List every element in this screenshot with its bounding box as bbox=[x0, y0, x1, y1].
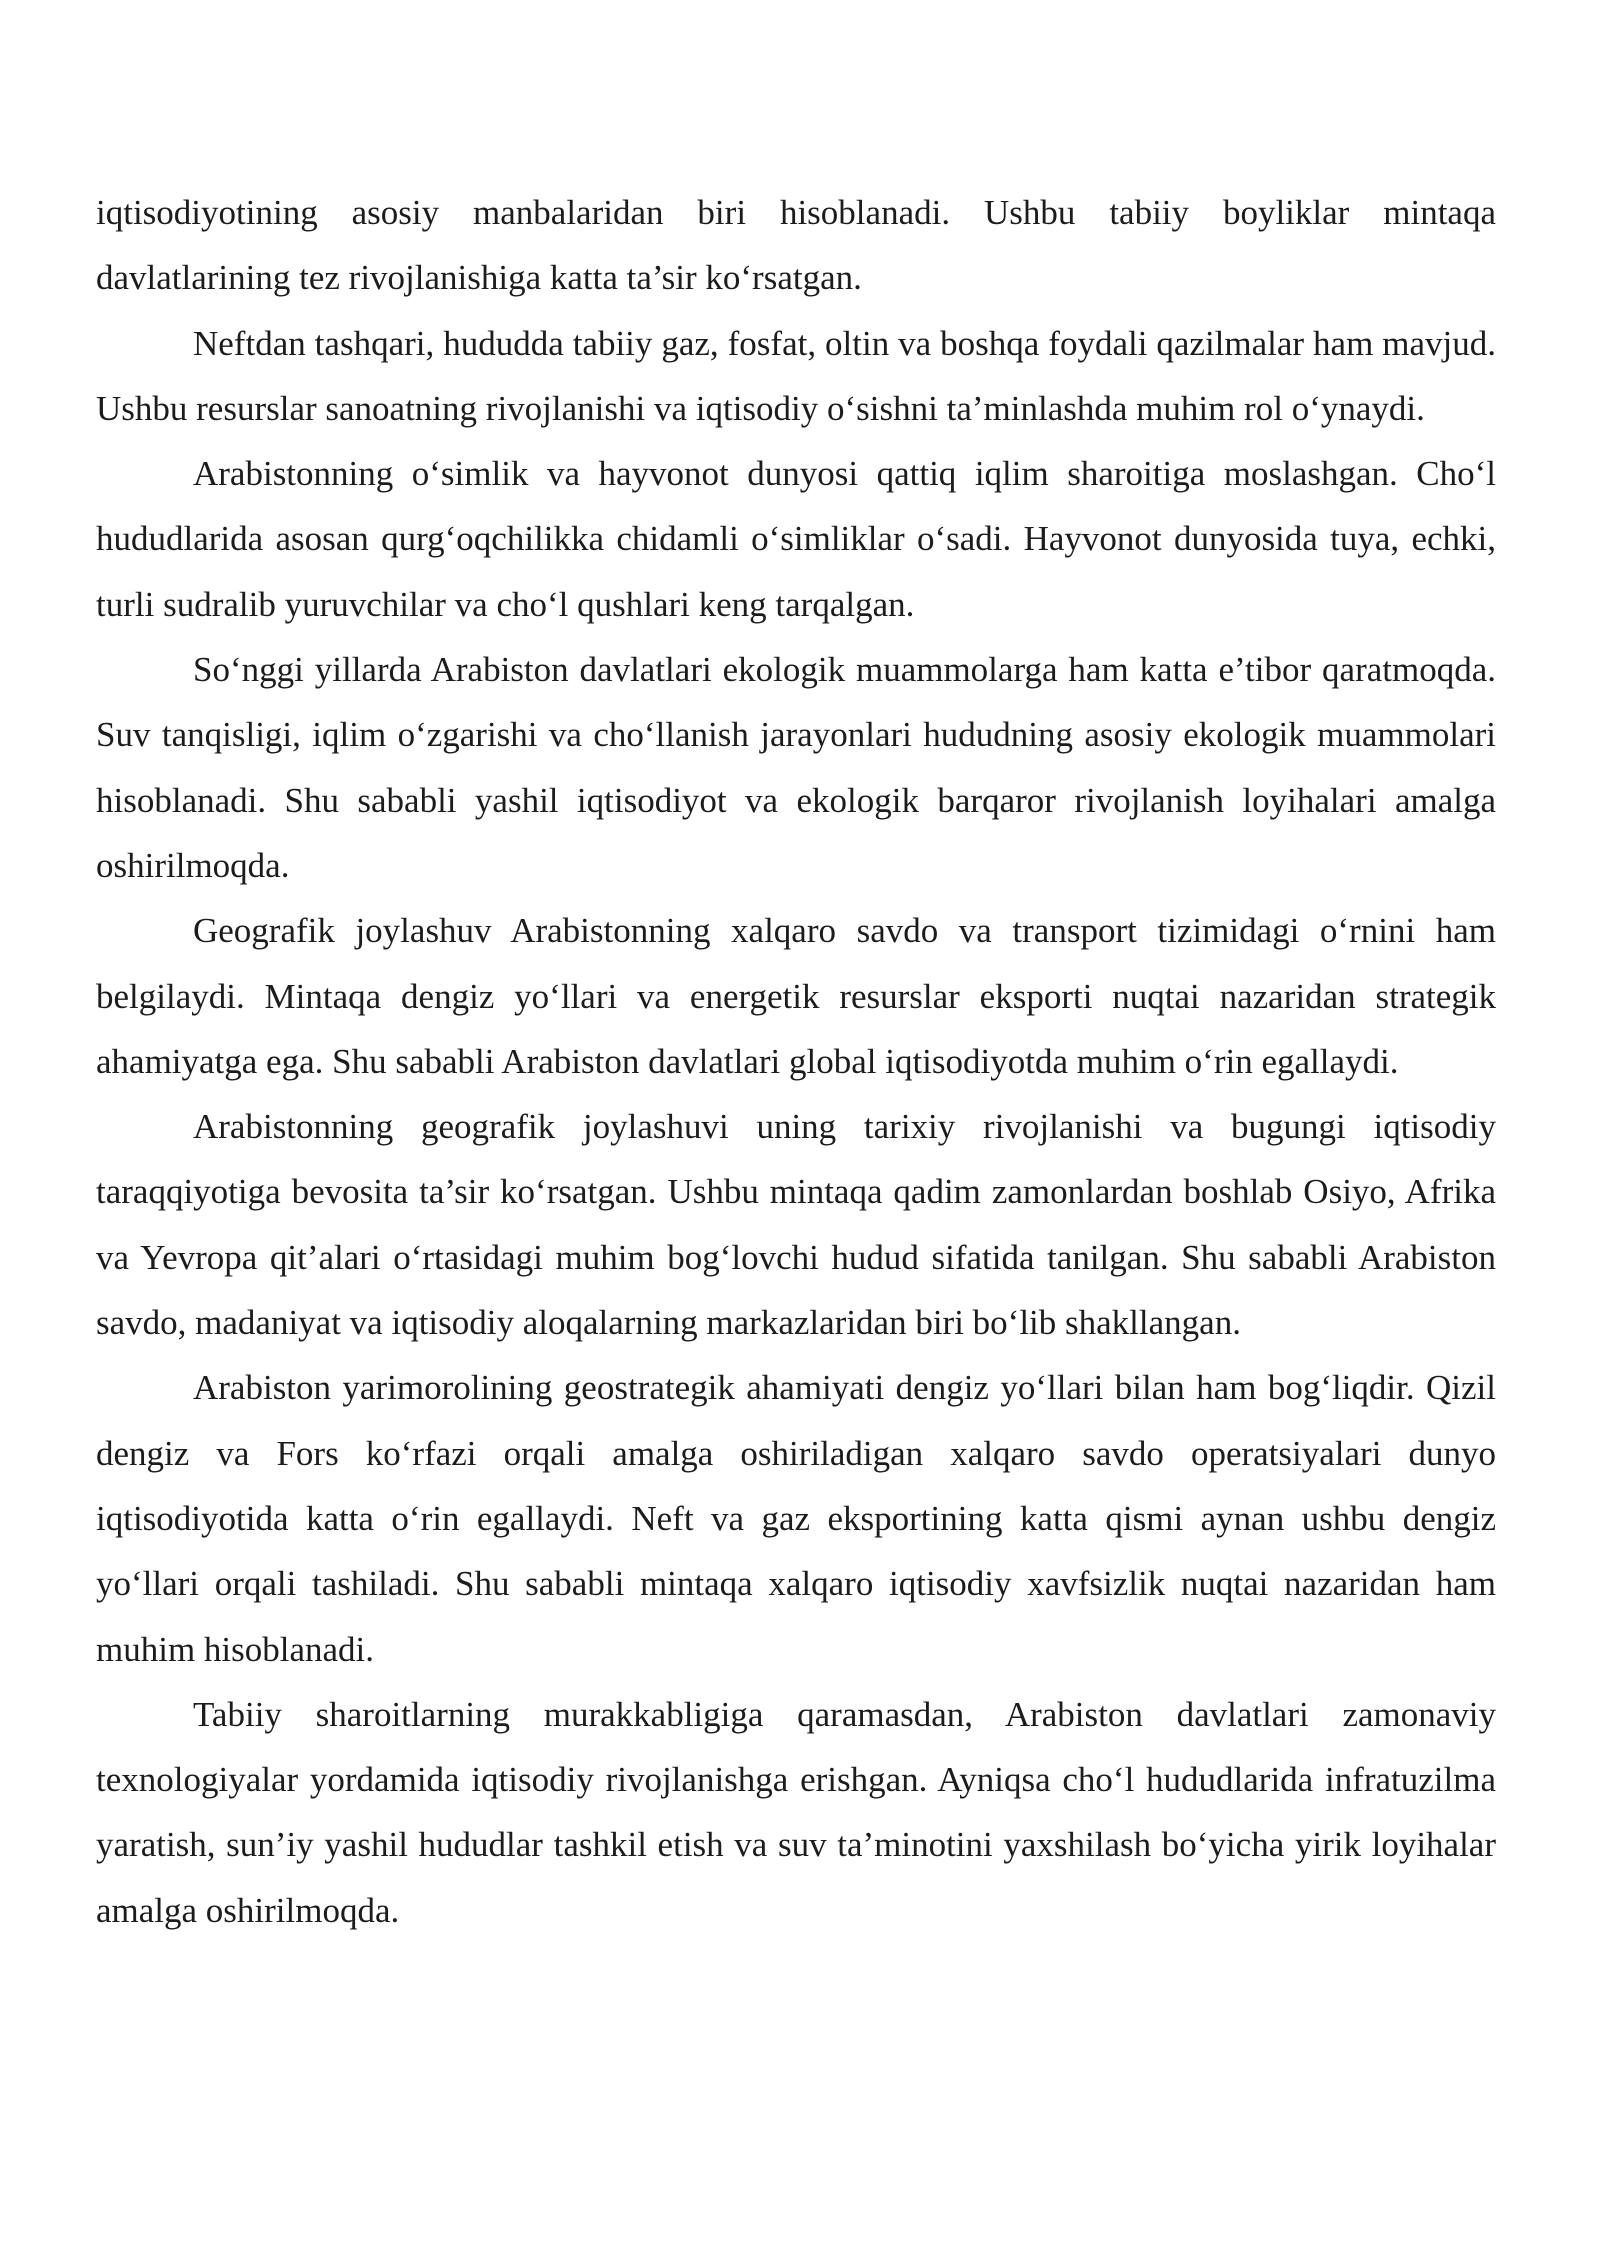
paragraph-flora-fauna: Arabistonning o‘simlik va hayvonot dunyosi qattiq iqlim sharoitiga moslashgan. Cho‘l hududlarida asosan qurg‘oqchilikka chidamli o‘simliklar o‘sadi. Hayvonot dunyosida tuya, echki, turli sudralib yuruvchilar va cho‘l qushlari keng tarqalgan. bbox=[96, 454, 1496, 624]
document-page bbox=[96, 180, 1496, 1943]
paragraph-modern-technologies: Tabiiy sharoitlarning murakkabligiga qaramasdan, Arabiston davlatlari zamonaviy texnologiyalar yordamida iqtisodiy rivojlanishga erishgan. Ayniqsa cho‘l hududlarida infratuzilma yaratish, sun’iy yashil hududlar tashkil etish va suv ta’minotini yaxshilash bo‘yicha yirik loyihalar amalga oshirilmoqda. bbox=[96, 1694, 1496, 1930]
paragraph-historical-development: Arabistonning geografik joylashuvi uning tarixiy rivojlanishi va bugungi iqtisodiy taraqqiyotiga bevosita ta’sir ko‘rsatgan. Ushbu mintaqa qadim zamonlardan boshlab Osiyo, Afrika va Yevropa qit’alari o‘rtasidagi muhim bog‘lovchi hudud sifatida tanilgan. Shu sababli Arabiston savdo, madaniyat va iqtisodiy aloqalarning markazlaridan biri bo‘lib shakllangan. bbox=[96, 1107, 1496, 1343]
paragraph-mineral-resources: Neftdan tashqari, hududda tabiiy gaz, fosfat, oltin va boshqa foydali qazilmalar ham mavjud. Ushbu resurslar sanoatning rivojlanishi va iqtisodiy o‘sishni ta’minlashda muhim rol o‘ynaydi. bbox=[96, 323, 1496, 428]
paragraph-ecological-problems: So‘nggi yillarda Arabiston davlatlari ekologik muammolarga ham katta e’tibor qaratmoqda. Suv tanqisligi, iqlim o‘zgarishi va cho‘llanish jarayonlari hududning asosiy ekologik muammolari hisoblanadi. Shu sababli yashil iqtisodiyot va ekologik barqaror rivojlanish loyihalari amalga oshirilmoqda. bbox=[96, 650, 1496, 885]
paragraph-geographic-location: Geografik joylashuv Arabistonning xalqaro savdo va transport tizimidagi o‘rnini ham belgilaydi. Mintaqa dengiz yo‘llari va energetik resurslar eksporti nuqtai nazaridan strategik ahamiyatga ega. Shu sababli Arabiston davlatlari global iqtisodiyotda muhim o‘rin egallaydi. bbox=[96, 911, 1496, 1081]
paragraph-continuation: iqtisodiyotining asosiy manbalaridan biri hisoblanadi. Ushbu tabiiy boyliklar mintaqa davlatlarining tez rivojlanishiga katta ta’sir ko‘rsatgan. bbox=[96, 193, 1496, 298]
paragraph-geostrategic-importance: Arabiston yarimorolining geostrategik ahamiyati dengiz yo‘llari bilan ham bog‘liqdir. Qizil dengiz va Fors ko‘rfazi orqali amalga oshiriladigan xalqaro savdo operatsiyalari dunyo iqtisodiyotida katta o‘rin egallaydi. Neft va gaz eksportining katta qismi aynan ushbu dengiz yo‘llari orqali tashiladi. Shu sababli mintaqa xalqaro iqtisodiy xavfsizlik nuqtai nazaridan ham muhim hisoblanadi. bbox=[96, 1368, 1496, 1669]
